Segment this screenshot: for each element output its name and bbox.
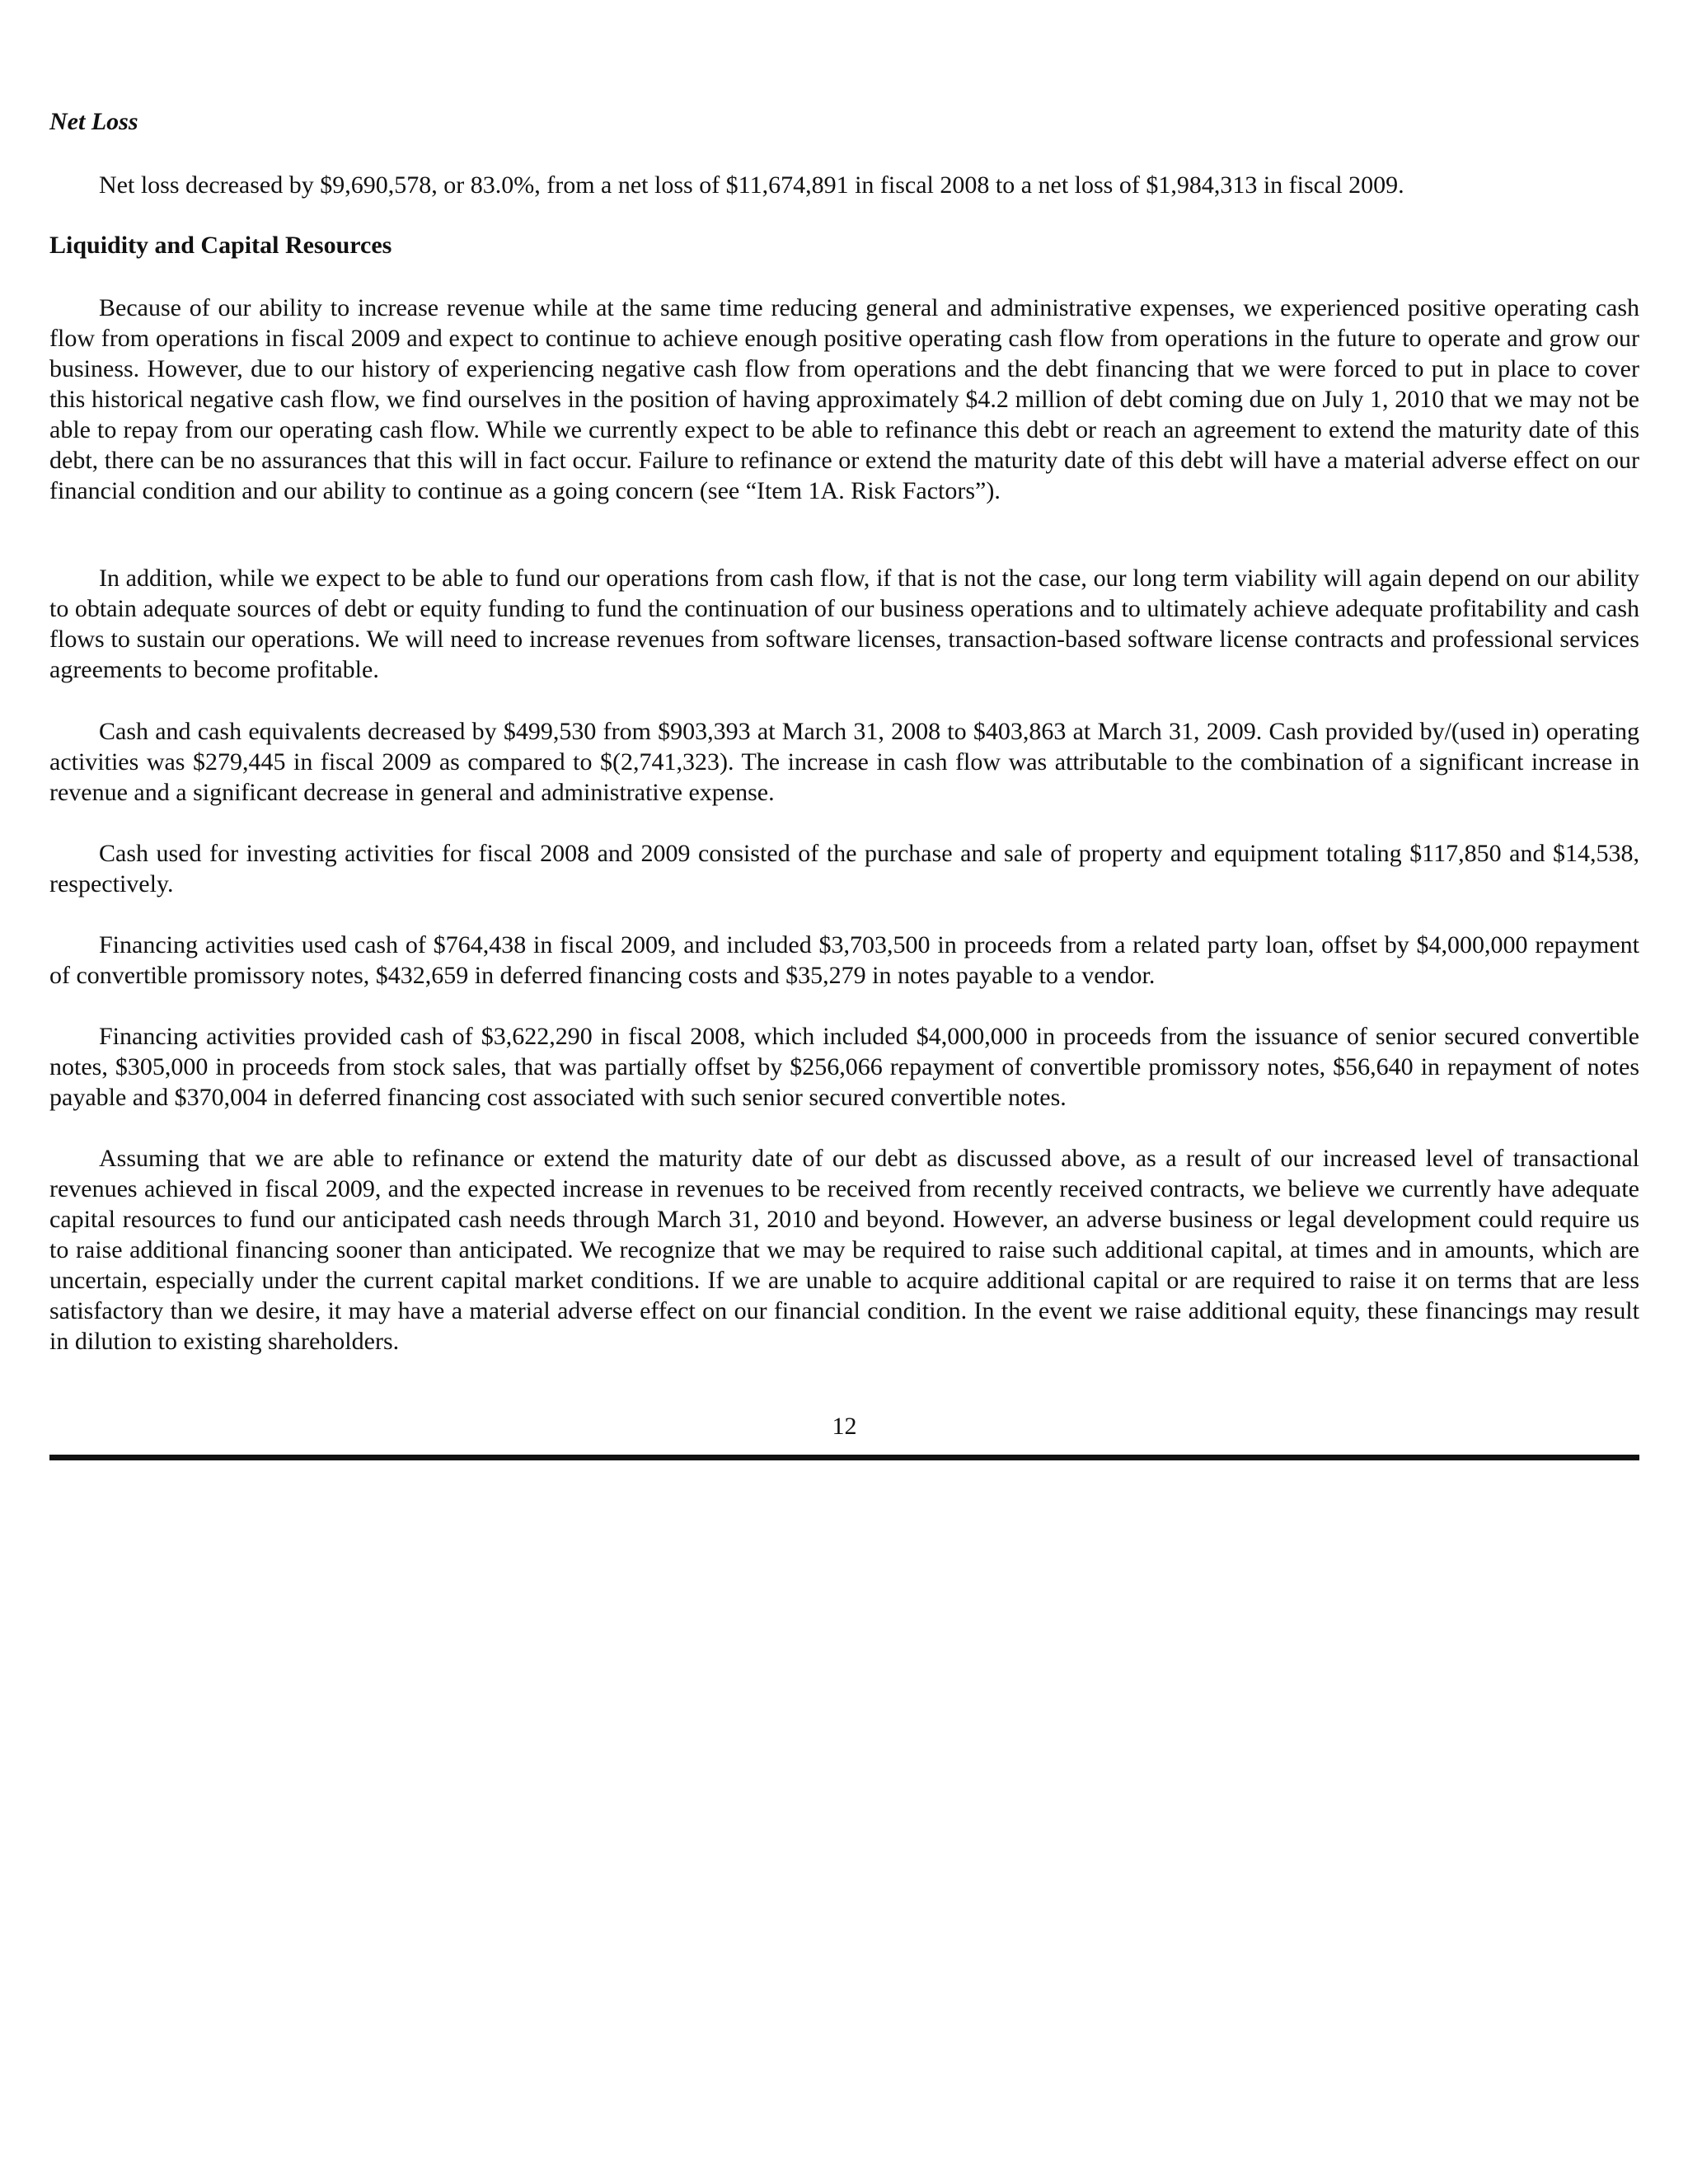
- net-loss-heading: Net Loss: [49, 108, 138, 135]
- liquidity-heading: Liquidity and Capital Resources: [49, 232, 392, 259]
- financing-2008-paragraph: Financing activities provided cash of $3,622,290 in fiscal 2008, which included $4,000,000 in proceeds from the issuance of senior secured convertible notes, $305,000 in proceeds from stock sales, that was partially offset by $256,066 repayment of convertible promissory notes, $56,640 in repayment of notes payable and $370,004 in deferred financing cost associated with such senior secured convertible notes.: [49, 1023, 1639, 1111]
- liquidity-paragraph-1: Because of our ability to increase revenue while at the same time reducing general and administrative expenses, we experienced positive operating cash flow from operations in fiscal 2009 and expect to continue to achieve enough positive operating cash flow from operations in the future to operate and grow our business. However, due to our history of experiencing negative cash flow from operations and the debt financing that we were forced to put in place to cover this historical negative cash flow, we find ourselves in the position of having approximately $4.2 million of debt coming due on July 1, 2010 that we may not be able to repay from our operating cash flow. While we currently expect to be able to refinance this debt or reach an agreement to extend the maturity date of this debt, there can be no assurances that this will in fact occur. Failure to refinance or extend the maturity date of this debt will have a material adverse effect on our financial condition and our ability to continue as a going concern (see “Item 1A. Risk Factors”).: [49, 294, 1639, 504]
- footer-rule: [49, 1455, 1639, 1460]
- cash-equivalents-paragraph: Cash and cash equivalents decreased by $499,530 from $903,393 at March 31, 2008 to $403,863 at March 31, 2009. Cash provided by/(used in) operating activities was $279,445 in fiscal 2009 as compared to $(2,741,323). The increase in cash flow was attributable to the combination of a significant increase in revenue and a significant decrease in general and administrative expense.: [49, 718, 1639, 806]
- net-loss-paragraph: Net loss decreased by $9,690,578, or 83.0%, from a net loss of $11,674,891 in fiscal 2008 to a net loss of $1,984,313 in fiscal 2009.: [99, 171, 1404, 199]
- liquidity-paragraph-2: In addition, while we expect to be able to fund our operations from cash flow, if that is not the case, our long term viability will again depend on our ability to obtain adequate sources of debt or equity funding to fund the continuation of our business operations and to ultimately achieve adequate profitability and cash flows to sustain our operations. We will need to increase revenues from software licenses, transaction-based software license contracts and professional services agreements to become profitable.: [49, 565, 1639, 683]
- page-number: 12: [832, 1413, 857, 1440]
- investing-activities-paragraph: Cash used for investing activities for fiscal 2008 and 2009 consisted of the purchase and sale of property and equipment totaling $117,850 and $14,538, respectively.: [49, 840, 1639, 898]
- capital-outlook-paragraph: Assuming that we are able to refinance or extend the maturity date of our debt as discussed above, as a result of our increased level of transactional revenues achieved in fiscal 2009, and the expected increase in revenues to be received from recently received contracts, we believe we currently have adequate capital resources to fund our anticipated cash needs through March 31, 2010 and beyond. However, an adverse business or legal development could require us to raise additional financing sooner than anticipated. We recognize that we may be required to raise such additional capital, at times and in amounts, which are uncertain, especially under the current capital market conditions. If we are unable to acquire additional capital or are required to raise it on terms that are less satisfactory than we desire, it may have a material adverse effect on our financial condition. In the event we raise additional equity, these financings may result in dilution to existing shareholders.: [49, 1145, 1639, 1355]
- financing-2009-paragraph: Financing activities used cash of $764,438 in fiscal 2009, and included $3,703,500 in proceeds from a related party loan, offset by $4,000,000 repayment of convertible promissory notes, $432,659 in deferred financing costs and $35,279 in notes payable to a vendor.: [49, 931, 1639, 989]
